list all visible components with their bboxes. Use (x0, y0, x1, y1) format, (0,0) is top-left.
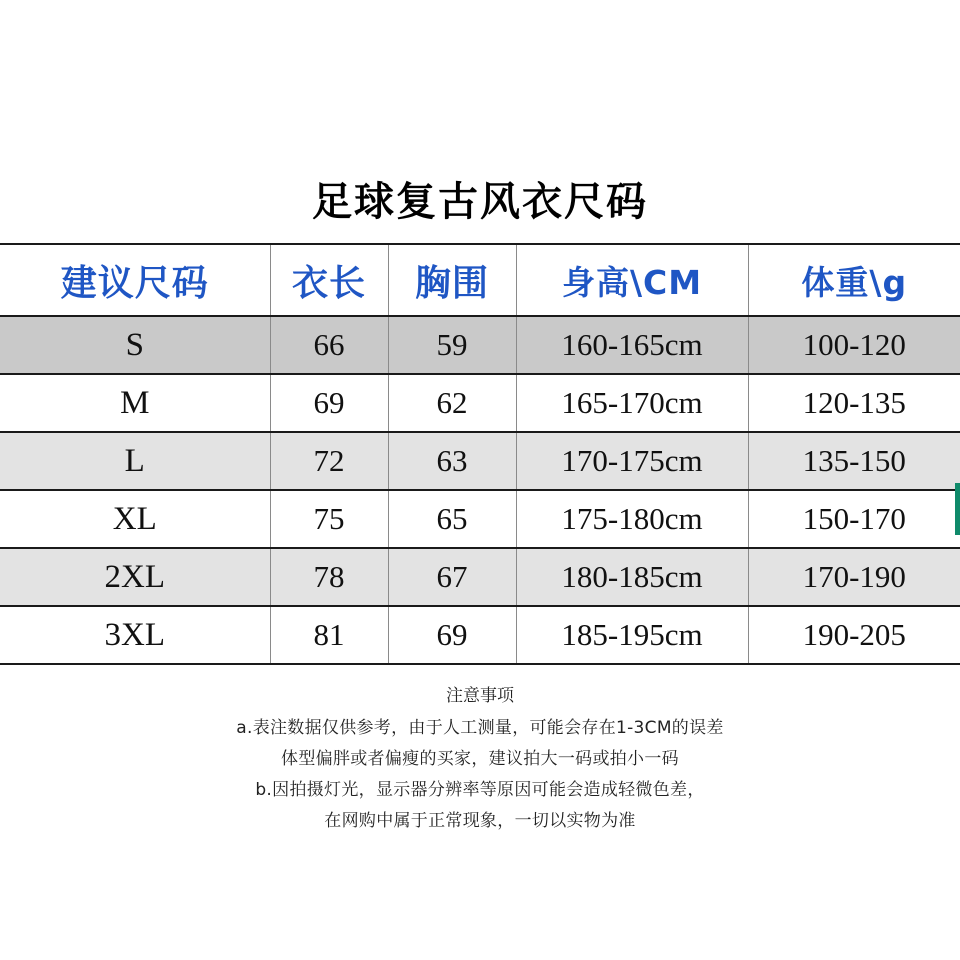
cell-height: 170-175cm (516, 432, 748, 490)
note-line-2: 体型偏胖或者偏瘦的买家，建议拍大一码或拍小一码 (281, 748, 679, 769)
cell-bust: 62 (388, 374, 516, 432)
cell-height: 185-195cm (516, 606, 748, 664)
cell-size: L (0, 432, 270, 490)
cell-bust: 67 (388, 548, 516, 606)
cell-bust: 63 (388, 432, 516, 490)
note-line-3: b.因拍摄灯光，显示器分辨率等原因可能会造成轻微色差， (255, 779, 705, 800)
table-row (0, 432, 960, 490)
cell-weight: 120-135 (748, 374, 960, 432)
table-row (0, 374, 960, 432)
notes-block (0, 665, 960, 837)
cell-bust: 59 (388, 316, 516, 374)
cell-weight: 135-150 (748, 432, 960, 490)
cell-size: 2XL (0, 548, 270, 606)
page-title: 足球复古风衣尺码 (0, 152, 960, 243)
size-chart-block (0, 152, 960, 837)
column-header-length: 衣长 (270, 244, 388, 316)
table-row (0, 316, 960, 374)
cell-height: 165-170cm (516, 374, 748, 432)
notes-heading: 注意事项 (446, 686, 514, 706)
cell-length: 69 (270, 374, 388, 432)
cell-weight: 150-170 (748, 490, 960, 548)
cell-height: 160-165cm (516, 316, 748, 374)
table-header-row (0, 244, 960, 316)
cell-weight: 190-205 (748, 606, 960, 664)
cell-length: 66 (270, 316, 388, 374)
cell-size: 3XL (0, 606, 270, 664)
table-row (0, 606, 960, 664)
column-header-height: 身高\CM (516, 244, 748, 316)
cell-size: S (0, 316, 270, 374)
column-header-weight: 体重\g (748, 244, 960, 316)
cell-height: 180-185cm (516, 548, 748, 606)
note-line-4: 在网购中属于正常现象，一切以实物为准 (324, 810, 636, 831)
cell-size: M (0, 374, 270, 432)
note-line-1: a.表注数据仅供参考，由于人工测量，可能会存在1-3CM的误差 (236, 718, 724, 738)
cell-weight: 100-120 (748, 316, 960, 374)
cell-size: XL (0, 490, 270, 548)
table-row (0, 490, 960, 548)
size-table (0, 243, 960, 665)
edge-color-marker (955, 483, 960, 535)
table-row (0, 548, 960, 606)
column-header-size: 建议尺码 (0, 244, 270, 316)
cell-length: 78 (270, 548, 388, 606)
cell-length: 81 (270, 606, 388, 664)
cell-length: 75 (270, 490, 388, 548)
cell-weight: 170-190 (748, 548, 960, 606)
column-header-bust: 胸围 (388, 244, 516, 316)
cell-bust: 65 (388, 490, 516, 548)
cell-height: 175-180cm (516, 490, 748, 548)
cell-bust: 69 (388, 606, 516, 664)
cell-length: 72 (270, 432, 388, 490)
